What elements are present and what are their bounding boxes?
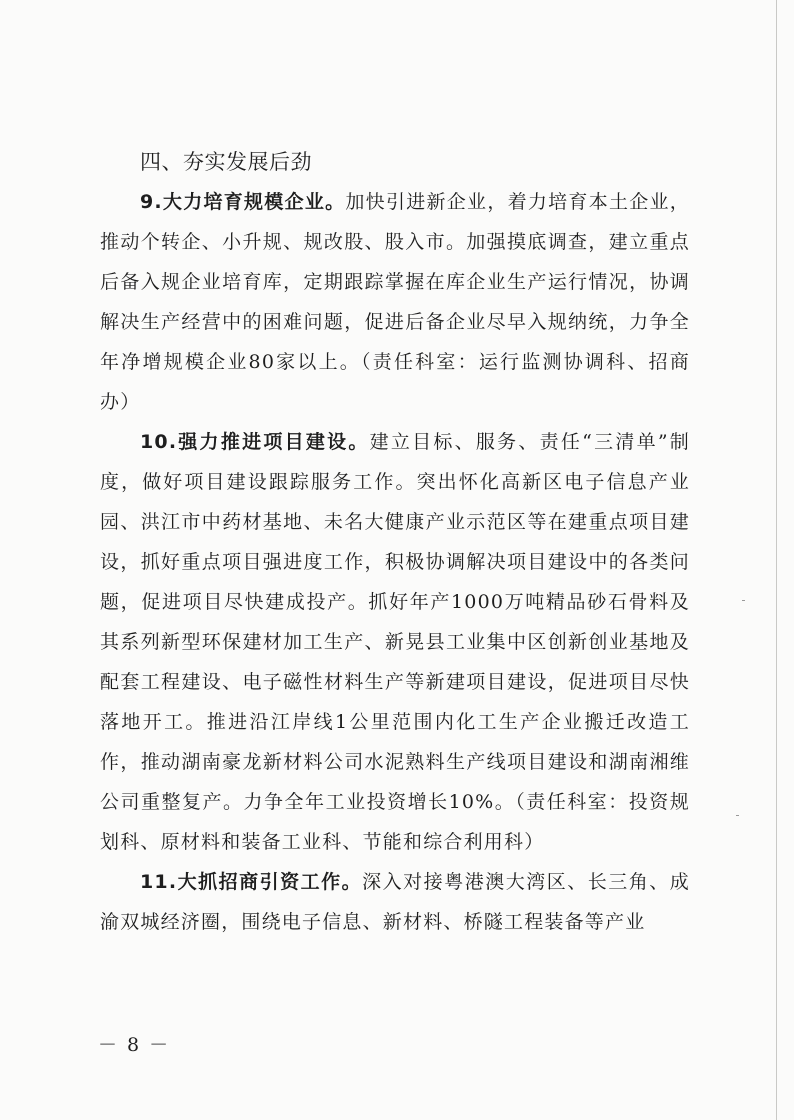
paragraph-11-lead: 11.大抓招商引资工作。 [140, 871, 363, 893]
scan-speck [742, 600, 745, 601]
paragraph-9-body: 加快引进新企业，着力培育本土企业，推动个转企、小升规、规改股、股入市。加强摸底调查，建立重点后备入规企业培育库，定期跟踪掌握在库企业生产运行情况，协调解决生产经营中的困难问题，促进后备企业尽早入规纳统，力争全年净增规模企业80家以上。（责任科室：运行监测协调科、招商办） [100, 191, 690, 413]
scan-edge-line [776, 0, 777, 1120]
paragraph-11-body: 深入对接粤港澳大湾区、长三角、成渝双城经济圈，围绕电子信息、新材料、桥隧工程装备等产业 [100, 871, 690, 933]
section-heading: 四、夯实发展后劲 [140, 150, 312, 174]
paragraph-10-lead: 10.强力推进项目建设。 [140, 431, 370, 453]
paragraph-9-lead: 9.大力培育规模企业。 [140, 191, 346, 213]
paragraph-9 [100, 182, 690, 422]
paragraph-10-body: 建立目标、服务、责任“三清单”制度，做好项目建设跟踪服务工作。突出怀化高新区电子信息产业园、洪江市中药材基地、未名大健康产业示范区等在建重点项目建设，抓好重点项目强进度工作，积极协调解决项目建设中的各类问题，促进项目尽快建成投产。抓好年产1000万吨精品砂石骨料及其系列新型环保建材加工生产、新晃县工业集中区创新创业基地及配套工程建设、电子磁性材料生产等新建项目建设，促进项目尽快落地开工。推进沿江岸线1公里范围内化工生产企业搬迁改造工作，推动湖南豪龙新材料公司水泥熟料生产线项目建设和湖南湘维公司重整复产。力争全年工业投资增长10%。（责任科室：投资规划科、原材料和装备工业科、节能和综合利用科） [100, 431, 690, 853]
page-number: － 8 － [98, 1034, 171, 1056]
paragraph-11 [100, 862, 690, 942]
paragraph-10 [100, 422, 690, 862]
scan-speck [736, 815, 739, 816]
document-body [100, 142, 690, 942]
